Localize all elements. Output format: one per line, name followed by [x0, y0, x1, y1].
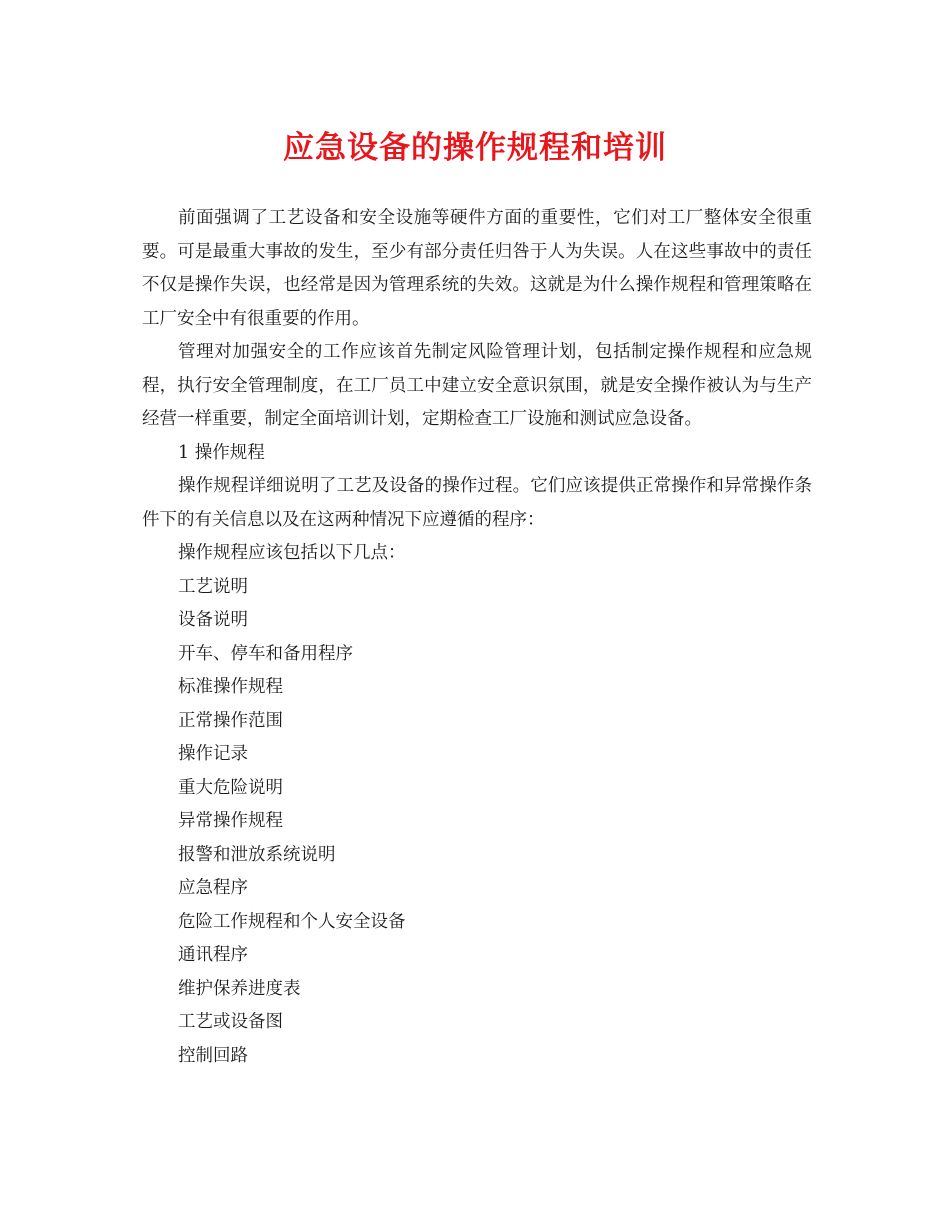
list-item: 操作记录: [178, 744, 248, 764]
list-intro: 操作规程应该包括以下几点：: [178, 543, 406, 563]
section-paragraph: 操作规程详细说明了工艺及设备的操作过程。它们应该提供正常操作和异常操作条件下的有关信息以及在这两种情况下应遵循的程序：: [142, 476, 812, 530]
list-item: 标准操作规程: [178, 677, 283, 697]
list-item: 异常操作规程: [178, 811, 283, 831]
list-item: 重大危险说明: [178, 777, 283, 798]
list-item: 应急程序: [178, 878, 248, 898]
list-item: 开车、停车和备用程序: [178, 643, 353, 664]
document-title: 应急设备的操作规程和培训: [283, 130, 667, 166]
list-item: 正常操作范围: [178, 710, 283, 731]
list-item: 报警和泄放系统说明: [178, 844, 336, 865]
list-item: 危险工作规程和个人安全设备: [178, 911, 406, 932]
list-item: 控制回路: [178, 1045, 248, 1066]
section-heading: 1 操作规程: [178, 442, 265, 463]
list-item: 设备说明: [178, 610, 248, 630]
intro-paragraph: 前面强调了工艺设备和安全设施等硬件方面的重要性，它们对工厂整体安全很重要。可是最重大事故的发生，至少有部分责任归咎于人为失误。人在这些事故中的责任不仅是操作失误，也经常是因为管理系统的失效。这就是为什么操作规程和管理策略在工厂安全中有很重要的作用。: [142, 208, 812, 329]
list-item: 通讯程序: [178, 945, 248, 965]
list-item: 维护保养进度表: [178, 978, 301, 999]
document-body: [142, 202, 812, 1073]
list-item: 工艺或设备图: [178, 1012, 283, 1032]
list-item: 工艺说明: [178, 576, 248, 597]
management-paragraph: 管理对加强安全的工作应该首先制定风险管理计划，包括制定操作规程和应急规程，执行安全管理制度，在工厂员工中建立安全意识氛围，就是安全操作被认为与生产经营一样重要，制定全面培训计划，定期检查工厂设施和测试应急设备。: [142, 342, 812, 429]
